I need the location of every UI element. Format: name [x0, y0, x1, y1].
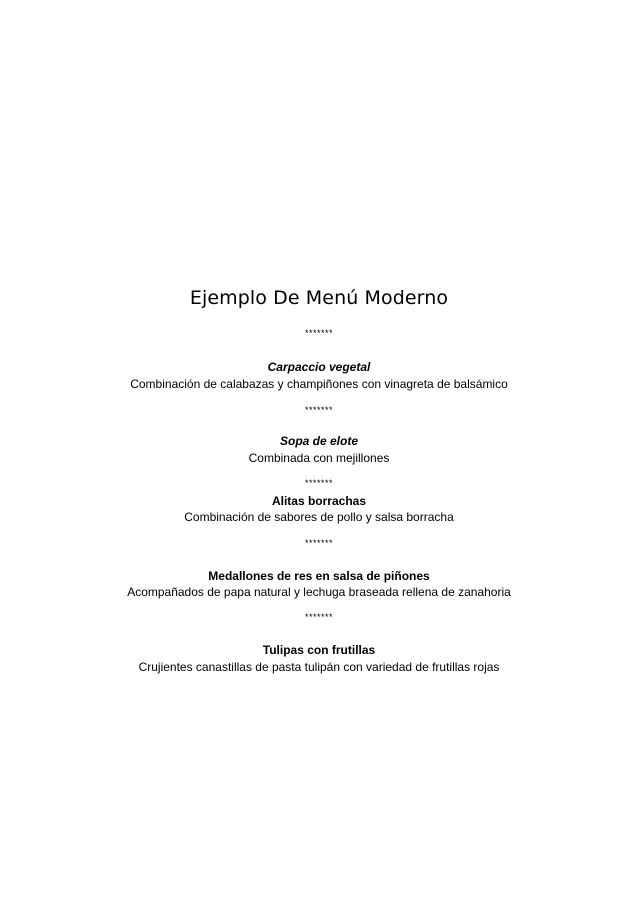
separator: *******	[304, 538, 334, 548]
course-description-1: Combinación de calabazas y champiñones con vinagreta de balsámico	[130, 377, 508, 391]
course-name-1: Carpaccio vegetal	[267, 360, 371, 374]
page-title: Ejemplo De Menú Moderno	[189, 287, 449, 309]
course-description-4: Acompañados de papa natural y lechuga braseada rellena de zanahoria	[127, 585, 511, 599]
separator: *******	[304, 478, 334, 488]
course-name-5: Tulipas con frutillas	[262, 643, 376, 657]
course-description-3: Combinación de sabores de pollo y salsa borracha	[184, 510, 454, 524]
separator: *******	[304, 405, 334, 415]
separator: *******	[304, 328, 334, 338]
course-description-5: Crujientes canastillas de pasta tulipán con variedad de frutillas rojas	[138, 660, 500, 674]
course-name-2: Sopa de elote	[279, 434, 359, 448]
separator: *******	[304, 612, 334, 622]
course-name-3: Alitas borrachas	[271, 494, 367, 508]
course-description-2: Combinada con mejillones	[248, 451, 390, 465]
course-name-4: Medallones de res en salsa de piñones	[208, 569, 430, 583]
